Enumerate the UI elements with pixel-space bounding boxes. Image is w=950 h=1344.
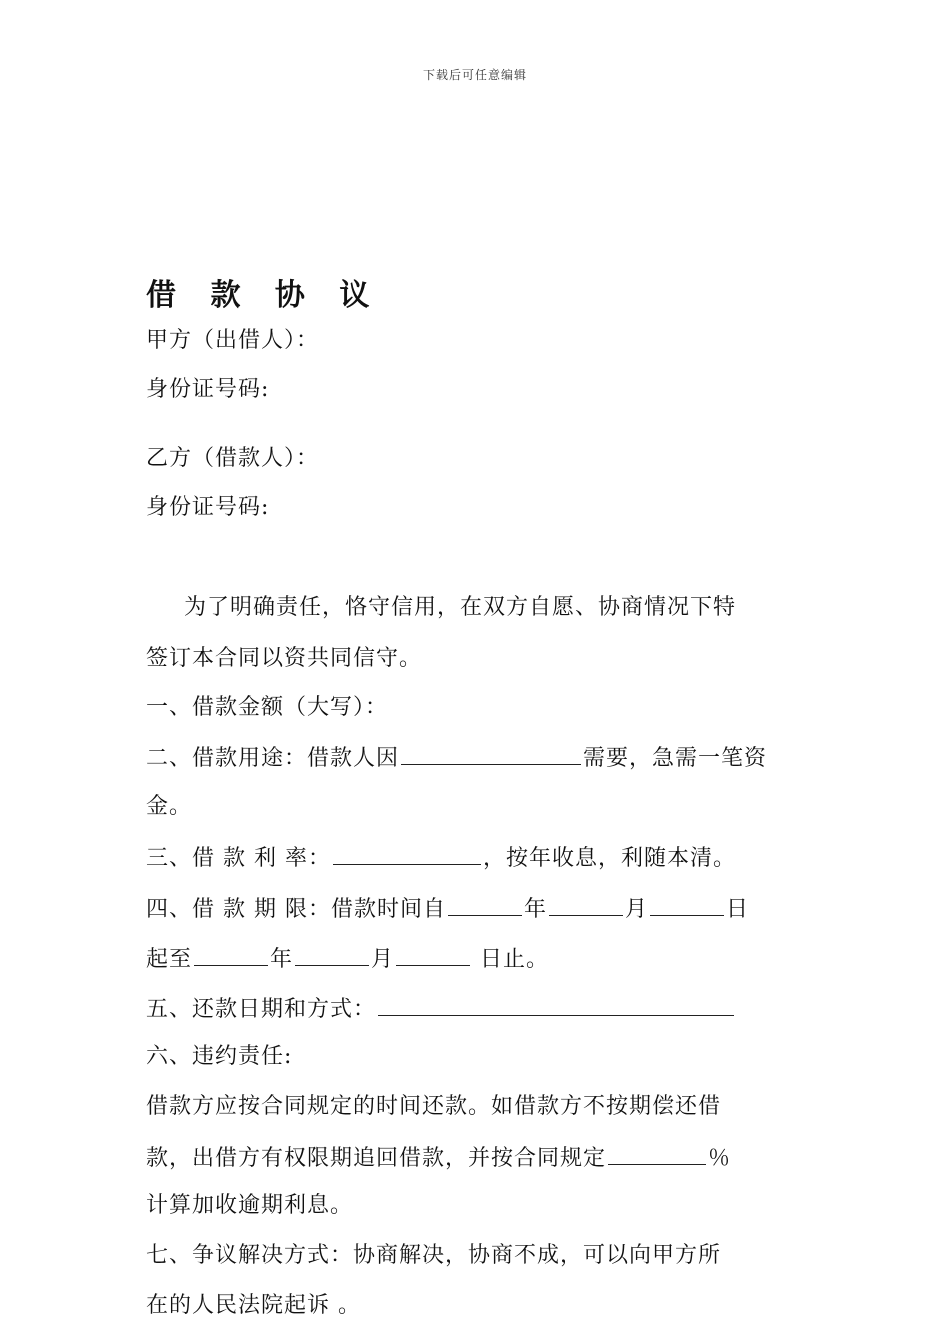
clause-5-text: 五、还款日期和方式： [146,997,377,1022]
clause-2-text: 二、借款用途：借款人因 [146,746,400,771]
clause-7-line-1: 七、争议解决方式：协商解决，协商不成，可以向甲方所 [146,1243,722,1268]
clause-4-text: 四、借 款 期 限：借款时间自 [146,897,446,922]
clause-7-line-2: 在的人民法院起诉 。 [146,1293,361,1318]
purpose-blank[interactable] [401,742,581,765]
end-year-blank[interactable] [194,943,268,966]
clause-5 [146,993,736,1025]
clause-3-text-2: ，按年收息，利随本清。 [482,846,736,871]
document-title: 借 款 协 议 [146,278,382,313]
clause-4-text-2: 起至 [146,947,193,972]
clause-2-cont: 金。 [146,794,193,819]
clause-6-line-3: 计算加收逾期利息。 [146,1193,354,1218]
penalty-rate-blank[interactable] [608,1142,706,1165]
party-a-label: 甲方（出借人）： [146,328,320,353]
party-b-label: 乙方（借款人）： [146,446,320,471]
clause-6-text-2: 款，出借方有权限期追回借款，并按合同规定 [146,1146,607,1171]
rate-blank[interactable] [333,842,481,865]
start-year-blank[interactable] [448,893,522,916]
clause-4-cont [146,943,549,975]
party-a-id-label: 身份证号码: [146,377,270,402]
clause-2 [146,742,767,774]
clause-3-text: 三、借 款 利 率： [146,846,331,871]
year-label-2: 年 [270,947,294,972]
month-label-2: 月 [371,947,395,972]
year-label: 年 [523,897,547,922]
clause-2-text-2: 需要，急需一笔资 [583,746,768,771]
clause-4 [146,893,749,925]
page-header: 下载后可任意编辑 [422,68,527,82]
day-label: 日 [726,897,750,922]
clause-6-line-1: 借款方应按合同规定的时间还款。如借款方不按期偿还借 [146,1094,722,1119]
percent-sign: ％ [708,1146,732,1171]
month-label: 月 [625,897,649,922]
repayment-blank[interactable] [378,993,734,1016]
intro-line-2: 签订本合同以资共同信守。 [146,646,423,671]
clause-4-end: 日止。 [472,947,550,972]
party-b-id-label: 身份证号码: [146,495,270,520]
intro-line-1: 为了明确责任，恪守信用，在双方自愿、协商情况下特 [184,595,737,620]
clause-1: 一、借款金额（大写）： [146,695,389,720]
end-day-blank[interactable] [396,943,470,966]
clause-6-line-2 [146,1142,731,1174]
start-day-blank[interactable] [650,893,724,916]
clause-3 [146,842,736,874]
start-month-blank[interactable] [549,893,623,916]
end-month-blank[interactable] [295,943,369,966]
clause-6: 六、违约责任: [146,1044,293,1069]
